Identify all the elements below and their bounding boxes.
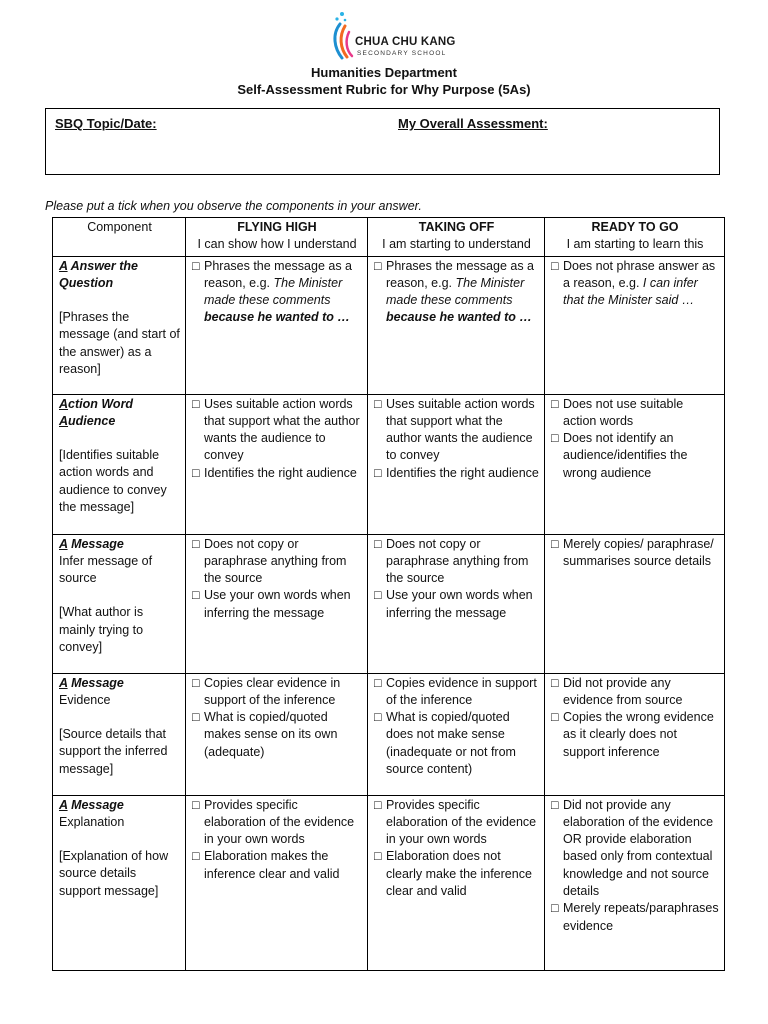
topic-assessment-box[interactable] [45, 108, 720, 175]
component-message-evidence: A Message Evidence [Source details that support the inferred message] [53, 673, 186, 795]
cell-taking-off[interactable]: □ Phrases the message as a reason, e.g. The Minister made these comments because he wanted to … [368, 256, 545, 394]
checkbox-icon[interactable]: □ [374, 536, 382, 551]
checkbox-icon[interactable]: □ [374, 849, 382, 864]
checkbox-icon[interactable]: □ [374, 675, 382, 690]
header-taking-off: TAKING OFF I am starting to understand [368, 218, 545, 257]
cell-ready-to-go[interactable]: □ Does not phrase answer as a reason, e.g. I can infer that the Minister said … [545, 256, 725, 394]
checkbox-icon[interactable]: □ [192, 465, 200, 480]
instruction-text: Please put a tick when you observe the components in your answer. [45, 199, 422, 213]
checkbox-icon[interactable]: □ [551, 258, 559, 273]
checkbox-icon[interactable]: □ [192, 849, 200, 864]
overall-assessment-label: My Overall Assessment: [398, 116, 548, 131]
department-title: Humanities Department [311, 65, 457, 80]
checkbox-icon[interactable]: □ [374, 258, 382, 273]
checkbox-icon[interactable]: □ [374, 588, 382, 603]
checkbox-icon[interactable]: □ [551, 396, 559, 411]
checkbox-icon[interactable]: □ [192, 797, 200, 812]
cell-flying-high[interactable]: □ Provides specific elaboration of the evidence in your own words □ Elaboration makes the inference clear and valid [186, 795, 368, 970]
cell-flying-high[interactable]: □ Copies clear evidence in support of the inference □ What is copied/quoted makes sense on its own (adequate) [186, 673, 368, 795]
sbq-topic-label: SBQ Topic/Date: [55, 116, 157, 131]
rubric-title: Self-Assessment Rubric for Why Purpose (5As) [237, 82, 531, 97]
school-subtitle: SECONDARY SCHOOL [357, 50, 447, 57]
checkbox-icon[interactable]: □ [192, 258, 200, 273]
checkbox-icon[interactable]: □ [192, 675, 200, 690]
cell-taking-off[interactable]: □ Copies evidence in support of the inference □ What is copied/quoted does not make sense (inadequate or not from source content) [368, 673, 545, 795]
component-message-explanation: A Message Explanation [Explanation of how source details support message] [53, 795, 186, 970]
school-logo [330, 10, 456, 66]
cell-flying-high[interactable]: □ Uses suitable action words that support what the author wants the audience to convey □ Identifies the right audience [186, 394, 368, 534]
cell-taking-off[interactable]: □ Does not copy or paraphrase anything from the source □ Use your own words when inferring the message [368, 534, 545, 673]
checkbox-icon[interactable]: □ [374, 465, 382, 480]
checkbox-icon[interactable]: □ [374, 710, 382, 725]
checkbox-icon[interactable]: □ [192, 396, 200, 411]
checkbox-icon[interactable]: □ [374, 797, 382, 812]
cell-taking-off[interactable]: □ Uses suitable action words that support what the author wants the audience to convey □ Identifies the right audience [368, 394, 545, 534]
table-row [53, 795, 725, 970]
cell-ready-to-go[interactable]: □ Does not use suitable action words □ Does not identify an audience/identifies the wrong audience [545, 394, 725, 534]
table-row [53, 394, 725, 534]
table-row [53, 256, 725, 394]
cell-flying-high[interactable]: □ Does not copy or paraphrase anything from the source □ Use your own words when inferring the message [186, 534, 368, 673]
cell-ready-to-go[interactable]: □ Did not provide any evidence from source □ Copies the wrong evidence as it clearly does not support inference [545, 673, 725, 795]
cell-taking-off[interactable]: □ Provides specific elaboration of the evidence in your own words □ Elaboration does not clearly make the inference clear and valid [368, 795, 545, 970]
rubric-table [52, 217, 725, 971]
checkbox-icon[interactable]: □ [192, 588, 200, 603]
table-row [53, 673, 725, 795]
checkbox-icon[interactable]: □ [551, 901, 559, 916]
header-row [53, 218, 725, 257]
component-action-word-audience: Action Word Audience [Identifies suitable action words and audience to convey the message] [53, 394, 186, 534]
header-ready-to-go: READY TO GO I am starting to learn this [545, 218, 725, 257]
cell-ready-to-go[interactable]: □ Did not provide any elaboration of the evidence OR provide elaboration based only from contextual knowledge and not source details □ Merely repeats/paraphrases evidence [545, 795, 725, 970]
checkbox-icon[interactable]: □ [374, 396, 382, 411]
component-answer-question: A Answer the Question [Phrases the message (and start of the answer) as a reason] [53, 256, 186, 394]
header-flying-high: FLYING HIGH I can show how I understand [186, 218, 368, 257]
table-row [53, 534, 725, 673]
school-name: CHUA CHU KANG [355, 36, 456, 48]
cell-flying-high[interactable]: □ Phrases the message as a reason, e.g. The Minister made these comments because he wanted to … [186, 256, 368, 394]
cell-ready-to-go[interactable]: □ Merely copies/ paraphrase/ summarises source details [545, 534, 725, 673]
checkbox-icon[interactable]: □ [192, 710, 200, 725]
checkbox-icon[interactable]: □ [551, 710, 559, 725]
header-component: Component [53, 218, 186, 257]
component-message-infer: A Message Infer message of source [What author is mainly trying to convey] [53, 534, 186, 673]
checkbox-icon[interactable]: □ [551, 675, 559, 690]
checkbox-icon[interactable]: □ [551, 431, 559, 446]
checkbox-icon[interactable]: □ [551, 797, 559, 812]
checkbox-icon[interactable]: □ [192, 536, 200, 551]
checkbox-icon[interactable]: □ [551, 536, 559, 551]
